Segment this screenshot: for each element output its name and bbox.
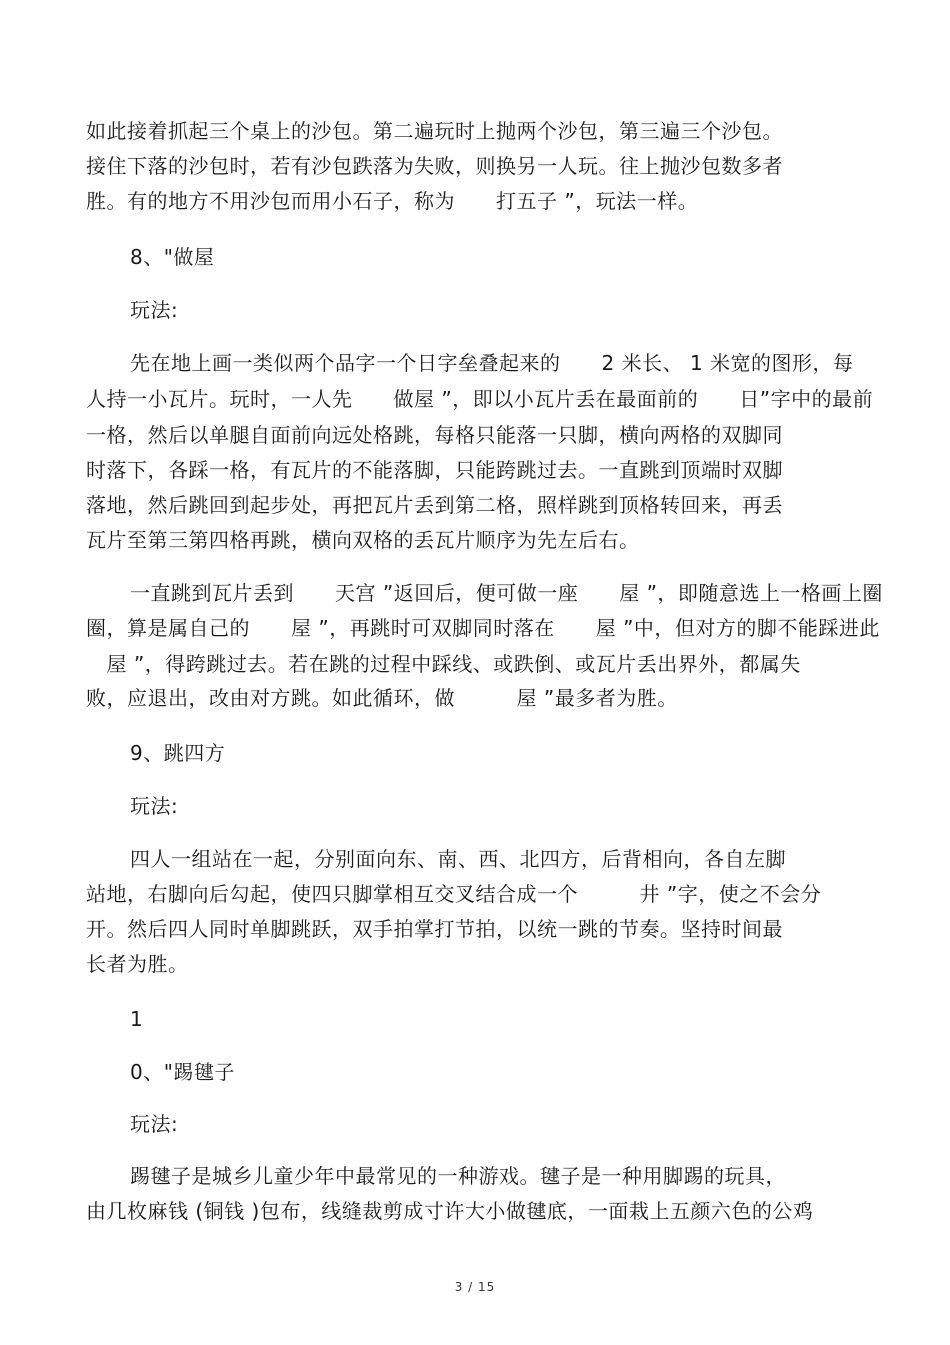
text-line: 时落下，各踩一格，有瓦片的不能落脚，只能跨跳过去。一直跳到顶端时双脚 (86, 458, 783, 482)
section-heading: 1 (130, 1007, 144, 1031)
section-heading: 8、"做屋 (130, 245, 215, 269)
section-heading: 0、"踢毽子 (130, 1060, 235, 1084)
text-line: 四人一组站在一起，分别面向东、南、西、北四方，后背相向，各自左脚 (130, 847, 786, 871)
text-line: 屋 ”，得跨跳过去。若在跳的过程中踩线、或跌倒、或瓦片丢出界外，都属失 (86, 652, 801, 676)
text-line: 人持一小瓦片。玩时，一人先 做屋 ”，即以小瓦片丢在最面前的 日”字中的最前 (86, 387, 874, 411)
text-line: 一直跳到瓦片丢到 天宫 ”返回后，便可做一座 屋 ”，即随意选上一格画上圈 (130, 581, 883, 605)
text-line: 站地，右脚向后勾起，使四只脚掌相互交叉结合成一个 井 ”字，使之不会分 (86, 882, 822, 906)
subheading: 玩法: (130, 794, 179, 818)
text-line: 踢毽子是城乡儿童少年中最常见的一种游戏。毽子是一种用脚踢的玩具， (130, 1164, 786, 1188)
text-line: 长者为胜。 (86, 952, 189, 976)
text-line: 圈，算是属自己的 屋 ”，再跳时可双脚同时落在 屋 ”中，但对方的脚不能踩进此 (86, 616, 880, 640)
text-line: 如此接着抓起三个桌上的沙包。第二遍玩时上抛两个沙包，第三遍三个沙包。 (86, 119, 783, 143)
text-line: 败，应退出，改由对方跳。如此循环，做 屋 ”最多者为胜。 (86, 686, 678, 710)
page-number: 3 / 15 (454, 1280, 496, 1294)
text-line: 瓦片至第三第四格再跳，横向双格的丢瓦片顺序为先左后右。 (86, 528, 640, 552)
text-line: 开。然后四人同时单脚跳跃，双手拍掌打节拍，以统一跳的节奏。坚持时间最 (86, 917, 783, 941)
subheading: 玩法: (130, 298, 179, 322)
text-line: 先在地上画一类似两个品字一个日字垒叠起来的 2 米长、 1 米宽的图形，每 (130, 351, 854, 375)
subheading: 玩法: (130, 1112, 179, 1136)
text-line: 落地，然后跳回到起步处，再把瓦片丢到第二格，照样跳到顶格转回来，再丢 (86, 493, 783, 517)
section-heading: 9、跳四方 (130, 741, 226, 765)
text-line: 一格，然后以单腿自面前向远处格跳，每格只能落一只脚，横向两格的双脚同 (86, 423, 783, 447)
text-line: 胜。有的地方不用沙包而用小石子，称为 打五子 ”，玩法一样。 (86, 189, 699, 213)
text-line: 接住下落的沙包时，若有沙包跌落为失败，则换另一人玩。往上抛沙包数多者 (86, 154, 783, 178)
text-line: 由几枚麻钱 (铜钱 )包布，线缝裁剪成寸许大小做毽底，一面栽上五颜六色的公鸡 (86, 1199, 814, 1223)
